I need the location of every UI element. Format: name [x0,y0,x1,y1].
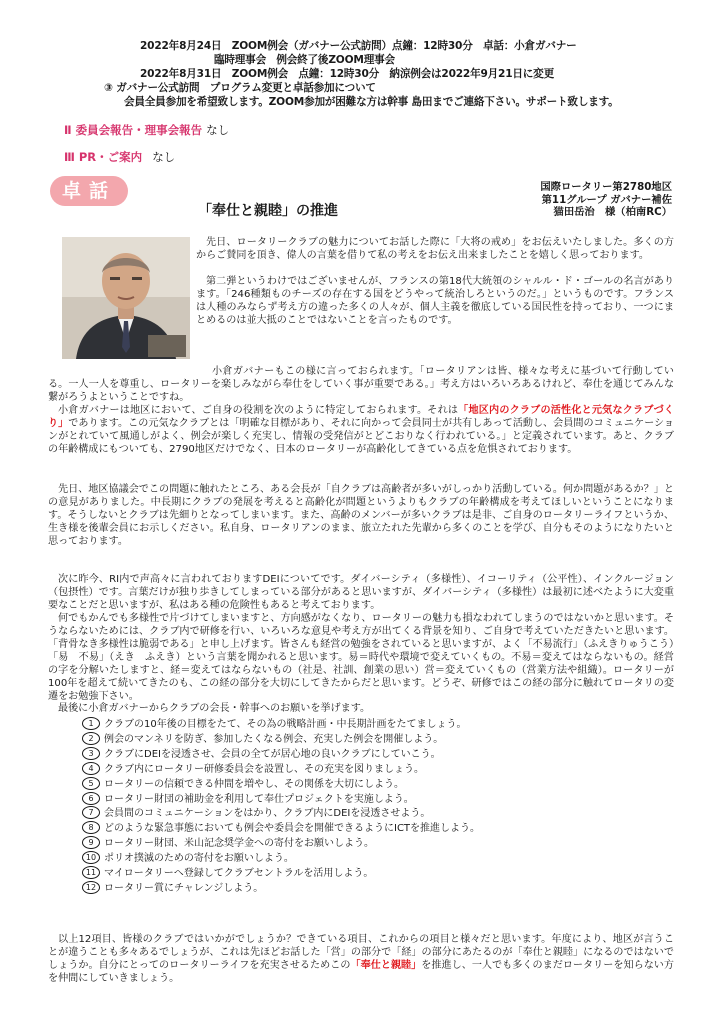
request-item [82,821,480,836]
committee-report-label: Ⅱ 委員会報告・理事会報告 [64,123,203,137]
paragraph-5: 先日、地区協議会でこの問題に触れたところ、ある会長が「自クラブは高齢者が多いがしっかり活動している。何か問題があるか？」との意見がありました。中長期にクラブの発展を考えると高齢化が問題というよりもクラブの年齢構成を考えてほしいということになります。そうしないとクラブは先細りとなってしまいます。また、高齢のメンバーが多いクラブは是非、ご自身のロータリーライフというか、生き様を後輩会員にお示しください。私自身、ロータリアンのまま、旅立たれた先輩から多くのことを学び、自分もそのようになりたいと思っております。 [48,484,674,547]
item-number: 12 [82,881,100,894]
item-text: ロータリー財団、米山記念奨学金への寄付をお願いしよう。 [104,838,374,850]
request-item [82,792,480,807]
request-item [82,881,480,896]
paragraph-3: 小倉ガバナーもこの様に言っておられます。「ロータリアンは皆、様々な考えに基づいて行動している。一人一人を尊重し、ロータリーを楽しみながら奉仕をしていく事が重要である。」考え方はいろいろあるけれど、奉仕を通じてみんな繋がろうよということですね。 [48,366,674,403]
item-number: 2 [82,732,100,745]
item-text: マイロータリーへ登録してクラブセントラルを活用しよう。 [104,868,374,880]
speaker-info [540,181,672,219]
speaker-name: 猫田岳治 様（柏南RC） [553,206,672,218]
item-text: どのような緊急事態においても例会や委員会を開催できるようにICTを推進しよう。 [104,823,481,835]
item-text: ロータリーの信頼できる仲間を増やし、その関係を大切にしよう。 [104,778,404,790]
schedule-line-5: 会員全員参加を希望致します。ZOOM参加が困難な方は幹事 島田までご連絡下さい。サポート致します。 [124,96,619,108]
schedule-line-4: ③ ガバナー公式訪問 プログラム変更と卓話参加について [104,82,376,94]
paragraph-6: 次に昨今、RI内で声高々に言われておりますDEIについてです。ダイバーシティ（多様性）、イコーリティ（公平性）、インクルージョン（包摂性）です。言葉だけが独り歩きしてしまっている部分があると思いますが、ダイバーシティ（多様性）は最初に述べたように大変重要なことだと思いますが、私はある種の危険性もあると考えております。 [48,574,674,611]
request-list [82,717,480,896]
speech-title: 「奉仕と親睦」の推進 [198,203,338,219]
paragraph-9 [48,934,674,986]
request-item [82,717,480,732]
request-item [82,806,480,821]
item-number: 3 [82,747,100,760]
speaker-district: 国際ロータリー第2780地区 [540,181,672,193]
paragraph-9-text-a: 以上12項目、皆様のクラブではいかがでしょうか？できている項目、これからの項目と様々だと思います。年度により、地区が言うことが違うことも多々あるでしょうが、これは先ほどお話した「営」の部分で「経」の部分にあたるのが「奉仕と親睦」になるのではないでしょうか。自分にとってのロータリーライフを充実させるためこの [48,934,674,971]
request-item [82,866,480,881]
paragraph-1: 先日、ロータリークラブの魅力についてお話した際に「大将の戒め」をお伝えいたしました。多くの方からご賛同を頂き、偉人の言葉を借りて私の考えをお伝え出来ましたことを嬉しく思っております。 [196,237,674,261]
paragraph-2: 第二弾というわけではございませんが、フランスの第18代大統領のシャルル・ド・ゴールの名言があります。「246種類ものチーズの存在する国をどうやって統治しろというのだ。」というものです。フランスは人種のみならず考え方の違った多くの人々が、個人主義を徹底している国民性を持っており、一つにまとめるのは並大抵のことではないことを言ったものです。 [196,276,674,326]
request-item [82,747,480,762]
item-text: クラブにDEIを浸透させ、会員の全てが居心地の良いクラブにしていこう。 [104,748,441,760]
schedule-line-2: 臨時理事会 例会終了後ZOOM理事会 [214,54,395,66]
pr-label: Ⅲ PR・ご案内 [64,150,143,164]
request-item [82,732,480,747]
item-text: ロータリー財団の補助金を利用して奉仕プロジェクトを実施しよう。 [104,793,414,805]
request-item [82,836,480,851]
paragraph-9-text-b: を推進し、一人でも多くのまだロータリーを知らない方を仲間にしていきましょう。 [48,959,675,984]
speaker-photo-image [62,237,190,359]
item-number: 9 [82,836,100,849]
item-text: 例会のマンネリを防ぎ、参加したくなる例会、充実した例会を開催しよう。 [104,733,444,745]
item-text: ポリオ撲滅のための寄付をお願いしよう。 [104,853,294,865]
committee-report-heading [64,122,229,138]
item-text: クラブの10年後の目標をたて、その為の戦略計画・中長期計画をたてましょう。 [104,719,467,730]
item-text: ロータリー賞にチャレンジしよう。 [104,882,264,894]
item-number: 5 [82,777,100,790]
schedule-line-3: 2022年8月31日 ZOOM例会 点鐘：12時30分 納涼例会は2022年9月21日に変更 [140,68,554,80]
paragraph-4 [48,405,674,457]
pr-value: なし [152,150,176,164]
speech-badge: 卓話 [50,176,128,206]
speaker-role: 第11グループ ガバナー補佐 [541,193,672,206]
pr-heading [64,149,175,165]
request-item [82,762,480,777]
paragraph-8: 最後に小倉ガバナーからクラブの会長・幹事へのお願いを挙げます。 [58,703,371,714]
item-number: 4 [82,762,100,775]
item-number: 6 [82,792,100,805]
item-text: 会員間のコミュニケーションをはかり、クラブ内にDEIを浸透させよう。 [104,808,431,820]
paragraph-4-text-a: 小倉ガバナーは地区において、ご自身の役割を次のように特定しておられます。それは [58,405,459,416]
request-item [82,851,480,866]
paragraph-7: 何でもかんでも多様性で片づけてしまいますと、方向感がなくなり、ロータリーの魅力も損なわれてしまうのではないかと思います。そうならないためには、クラブ内で研修を行い、いろいろな意見や考え方が出てくる背景を知り、ご自身で考えていただきたいと思います。「背骨なき多様性は脆弱である」と申し上げます。皆さんも経営の勉強をされていると思いますが、よく「不易流行」（ふえきりゅうこう）「易 不易」（えき ふえき）という言葉を聞かれると思います。易＝時代や環境で変えていくもの。不易＝変えてはならないもの。経営の字を分解いたしますと、経＝変えてはならないもの（社是、社訓、創業の思い）営＝変えていくもの（営業方法や組織）。ロータリーが100年を超えて続いてきたのも、この経の部分を大切にしてきたからだと思います。どうぞ、研修ではこの経の部分に触れてロータリの変遷をお勉強下さい。 [48,613,674,702]
committee-report-value: なし [206,123,230,137]
paragraph-9-highlight: 「奉仕と親睦」 [350,959,422,971]
item-text: クラブ内にロータリー研修委員会を設置し、その充実を図りましょう。 [104,763,424,775]
item-number: 1 [82,717,100,730]
paragraph-4-text-b: であります。この元気なクラブとは「明確な目標があり、それに向かって会員同士が共有しあって活動し、会員間のコミュニケーションがとれていて風通しがよく、例会が楽しく充実し、情報の受発信がとどこおりなく行われている。」と定義されています。あと、クラブの年齢構成にもついても、2790地区だけでなく、日本のロータリーが高齢化してきている点を危惧されております。 [48,417,675,455]
item-number: 10 [82,851,100,864]
request-item [82,777,480,792]
item-number: 8 [82,821,100,834]
paragraph-4-highlight: 「地区内のクラブの活性化と元気なクラブづくり」 [48,405,674,429]
item-number: 7 [82,806,100,819]
schedule-line-1: 2022年8月24日 ZOOM例会（ガバナー公式訪問）点鐘：12時30分 卓話：小倉ガバナー [140,40,577,52]
item-number: 11 [82,866,100,879]
speaker-photo [62,237,190,359]
